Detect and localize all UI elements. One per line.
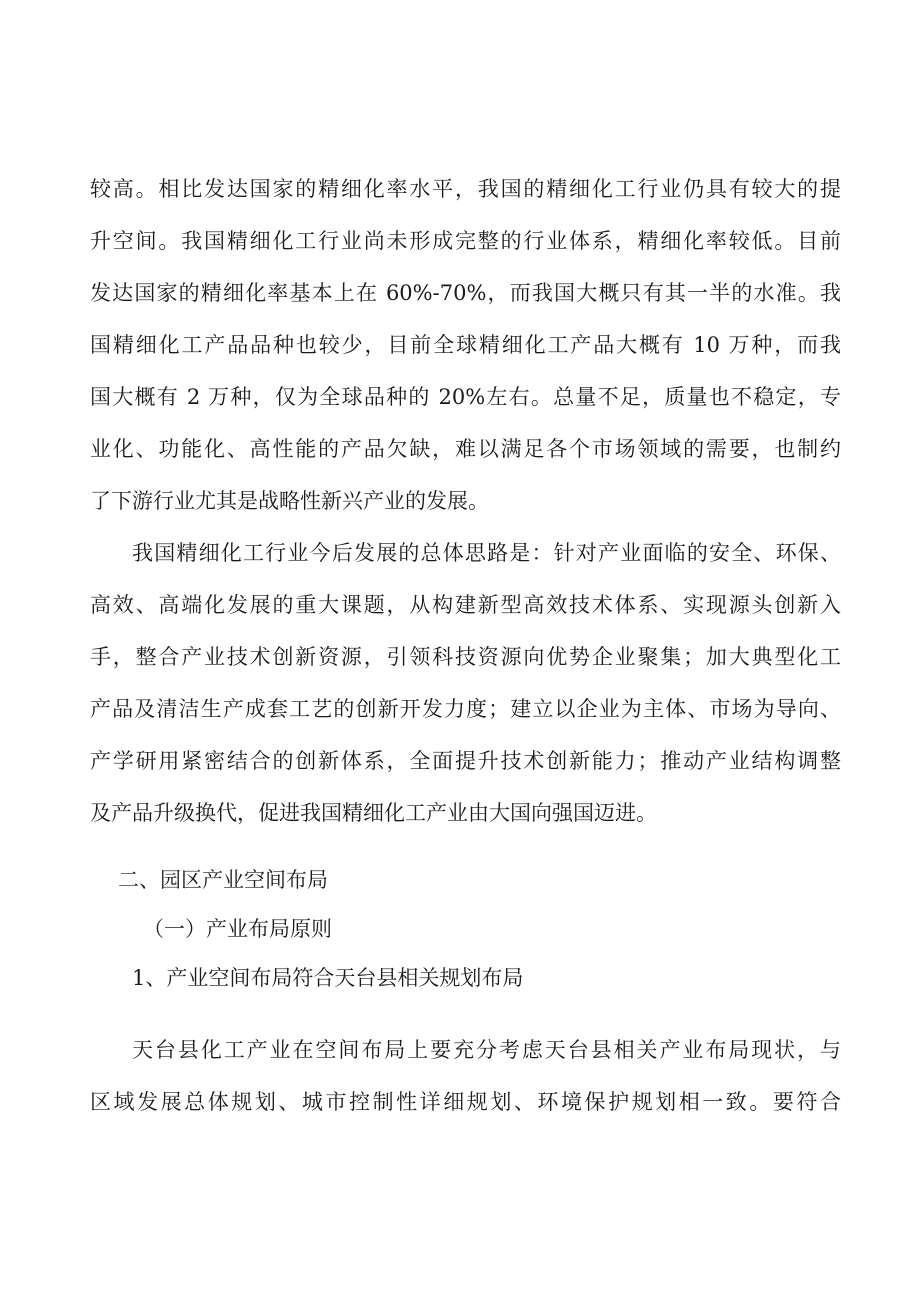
item-heading: 1、产业空间布局符合天台县相关规划布局	[132, 966, 524, 990]
paragraph-line: 手，整合产业技术创新资源，引领科技资源向优势企业聚集；加大典型化工	[90, 645, 841, 669]
section-heading: 二、园区产业空间布局	[118, 868, 328, 892]
paragraph-line: 及产品升级换代，促进我国精细化工产业由大国向强国迈进。	[90, 801, 657, 825]
paragraph-line: 业化、功能化、高性能的产品欠缺，难以满足各个市场领域的需要，也制约	[90, 437, 841, 461]
paragraph-line: 区域发展总体规划、城市控制性详细规划、环境保护规划相一致。要符合	[90, 1090, 841, 1114]
paragraph-line: 高效、高端化发展的重大课题，从构建新型高效技术体系、实现源头创新入	[90, 593, 841, 617]
paragraph-line: 发达国家的精细化率基本上在 60%-70%，而我国大概只有其一半的水准。我	[90, 281, 841, 305]
paragraph-line: 天台县化工产业在空间布局上要充分考虑天台县相关产业布局现状，与	[132, 1038, 841, 1062]
paragraph-line: 升空间。我国精细化工行业尚未形成完整的行业体系，精细化率较低。目前	[90, 229, 841, 253]
paragraph-line: 国精细化工产品品种也较少，目前全球精细化工产品大概有 10 万种，而我	[90, 333, 841, 357]
paragraph-line: 产品及清洁生产成套工艺的创新开发力度；建立以企业为主体、市场为导向、	[90, 697, 841, 721]
subsection-heading: （一）产业布局原则	[143, 917, 332, 941]
paragraph-line: 我国精细化工行业今后发展的总体思路是：针对产业面临的安全、环保、	[132, 541, 841, 565]
paragraph-line: 产学研用紧密结合的创新体系，全面提升技术创新能力；推动产业结构调整	[90, 749, 841, 773]
paragraph-line: 国大概有 2 万种，仅为全球品种的 20%左右。总量不足，质量也不稳定，专	[90, 385, 841, 409]
paragraph-line: 较高。相比发达国家的精细化率水平，我国的精细化工行业仍具有较大的提	[90, 177, 841, 201]
paragraph-line: 了下游行业尤其是战略性新兴产业的发展。	[90, 489, 489, 513]
